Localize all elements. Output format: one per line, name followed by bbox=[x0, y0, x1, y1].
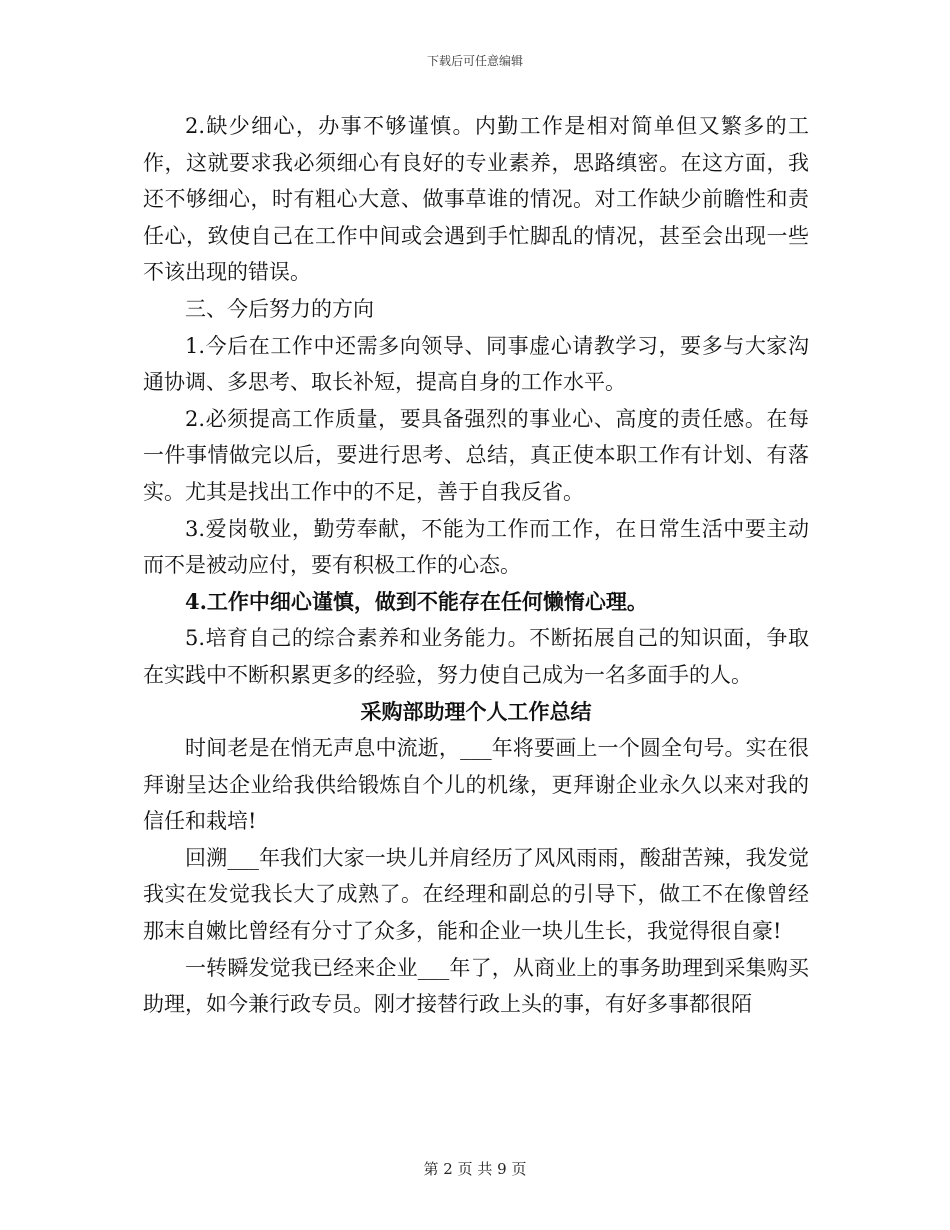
page-number-footer: 第 2 页 共 9 页 bbox=[423, 1160, 527, 1178]
page-header: 下载后可任意编辑 bbox=[426, 54, 523, 68]
section-heading-future-direction: 三、今后努力的方向 bbox=[185, 296, 374, 321]
paragraph-role-history: 一转瞬发觉我已经来企业___年了，从商业上的事务助理到采集购买助理，如今兼行政专员。刚才接替行政上头的事，有好多事都很陌 bbox=[143, 955, 809, 1017]
list-item-4: 4.工作中细心谨慎，做到不能存在任何懒惰心理。 bbox=[185, 588, 648, 614]
paragraph-review: 回溯___年我们大家一块儿并肩经历了风风雨雨，酸甜苦辣，我发觉我实在发觉我长大了成熟了。在经理和副总的引导下，做工不在像曾经那末自嫩比曾经有分寸了众多，能和企业一块儿生长，我觉得很自豪! bbox=[143, 845, 809, 944]
document-body bbox=[143, 108, 809, 1023]
list-item-3: 3.爱岗敬业，勤劳奉献，不能为工作而工作，在日常生活中要主动而不是被动应付，要有积极工作的心态。 bbox=[143, 516, 809, 578]
paragraph-shortcoming-2: 2.缺少细心，办事不够谨慎。内勤工作是相对简单但又繁多的工作，这就要求我必须细心有良好的专业素养，思路缜密。在这方面，我还不够细心，时有粗心大意、做事草谁的情况。对工作缺少前瞻性和责任心，致使自己在工作中间或会遇到手忙脚乱的情况，甚至会出现一些不该出现的错误。 bbox=[143, 114, 809, 285]
list-item-1: 1.今后在工作中还需多向领导、同事虚心请教学习，要多与大家沟通协调、多思考、取长补短，提高自身的工作水平。 bbox=[143, 333, 809, 395]
list-item-5: 5.培育自己的综合素养和业务能力。不断拓展自己的知识面，争取在实践中不断积累更多的经验，努力使自己成为一名多面手的人。 bbox=[143, 626, 809, 687]
list-item-2: 2.必须提高工作质量，要具备强烈的事业心、高度的责任感。在每一件事情做完以后，要进行思考、总结，真正使本职工作有计划、有落实。尤其是找出工作中的不足，善于自我反省。 bbox=[143, 406, 809, 504]
paragraph-intro: 时间老是在悄无声息中流逝，___年将要画上一个圆全句号。实在很拜谢呈达企业给我供给锻炼自个儿的机缘，更拜谢企业永久以来对我的信任和栽培! bbox=[143, 736, 809, 834]
document-title: 采购部助理个人工作总结 bbox=[360, 698, 592, 724]
